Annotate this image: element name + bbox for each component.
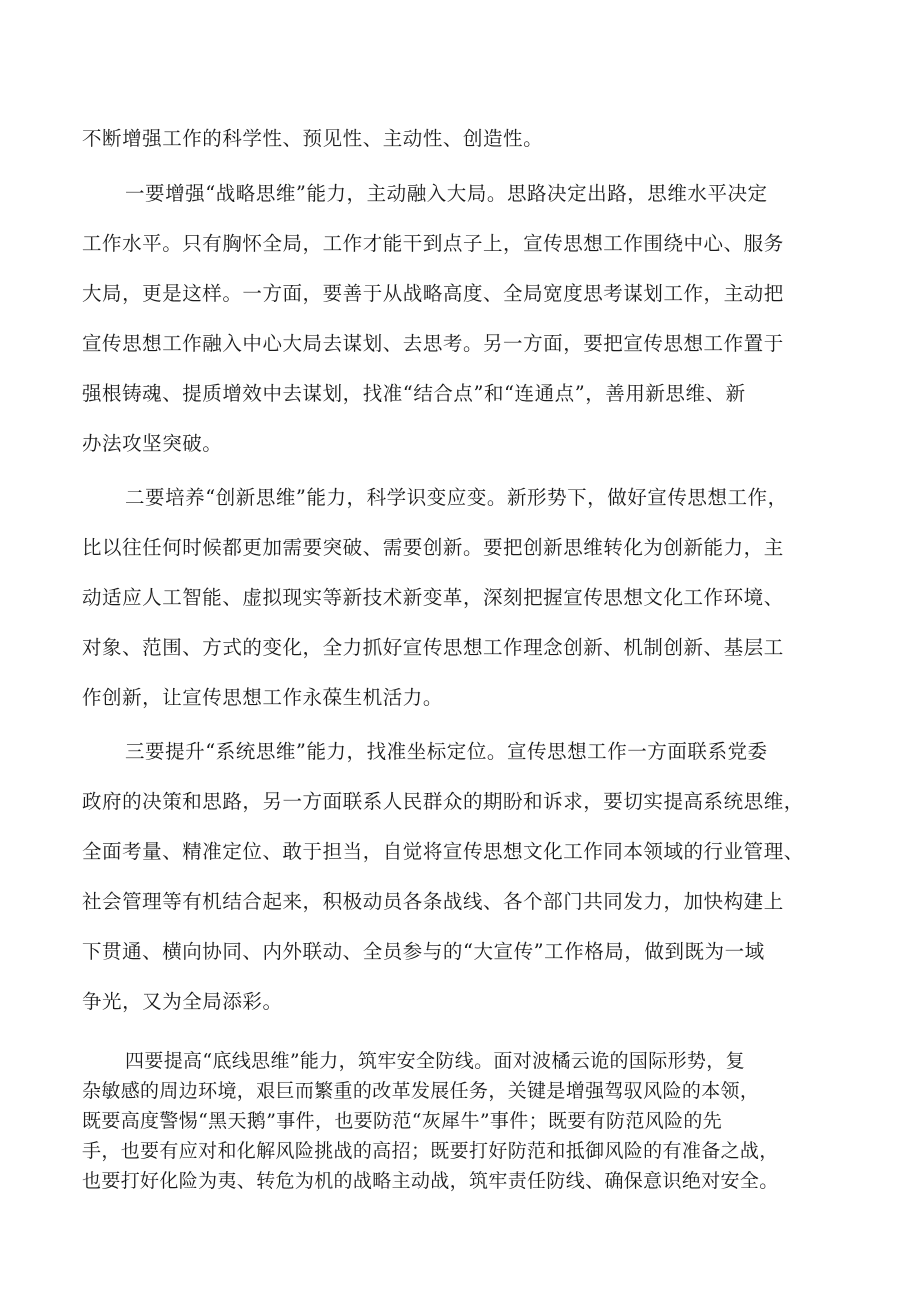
paragraph-line: 手，也要有应对和化解风险挑战的高招；既要打好防范和抵御风险的有准备之战，	[82, 1140, 779, 1162]
paragraph-line: 政府的决策和思路，另一方面联系人民群众的期盼和诉求，要切实提高系统思维，	[82, 790, 804, 813]
paragraph-line: 下贯通、横向协同、内外联动、全员参与的“大宣传”工作格局，做到既为一域	[82, 940, 765, 963]
paragraph-line: 社会管理等有机结合起来，积极动员各条战线、各个部门共同发力，加快构建上	[82, 890, 784, 913]
paragraph-line: 作创新，让宣传思想工作永葆生机活力。	[82, 686, 443, 709]
paragraph-line: 工作水平。只有胸怀全局，工作才能干到点子上，宣传思想工作围绕中心、服务	[82, 232, 784, 255]
paragraph-line: 既要高度警惕“黑天鹅”事件，也要防范“灰犀牛”事件；既要有防范风险的先	[82, 1110, 723, 1132]
paragraph-line: 全面考量、精准定位、敢于担当，自觉将宣传思想文化工作同本领域的行业管理、	[82, 840, 804, 863]
paragraph-line: 杂敏感的周边环境，艰巨而繁重的改革发展任务，关键是增强驾驭风险的本领，	[82, 1080, 760, 1102]
paragraph-line: 一要增强“战略思维”能力，主动融入大局。思路决定出路，思维水平决定	[125, 182, 768, 205]
paragraph-line: 大局，更是这样。一方面，要善于从战略高度、全局宽度思考谋划工作，主动把	[82, 282, 784, 305]
paragraph-line: 三要提升“系统思维”能力，找准坐标定位。宣传思想工作一方面联系党委	[125, 740, 768, 763]
paragraph-line: 办法攻坚突破。	[82, 432, 223, 455]
paragraph-line: 不断增强工作的科学性、预见性、主动性、创造性。	[82, 127, 544, 150]
paragraph-line: 强根铸魂、提质增效中去谋划，找准“结合点”和“连通点”，善用新思维、新	[82, 382, 746, 405]
paragraph-line: 二要培养“创新思维”能力，科学识变应变。新形势下，做好宣传思想工作，	[125, 486, 788, 509]
paragraph-line: 争光，又为全局添彩。	[82, 990, 283, 1013]
paragraph-line: 比以往任何时候都更加需要突破、需要创新。要把创新思维转化为创新能力，主	[82, 536, 784, 559]
paragraph-line: 动适应人工智能、虚拟现实等新技术新变革，深刻把握宣传思想文化工作环境、	[82, 586, 784, 609]
paragraph-line: 对象、范围、方式的变化，全力抓好宣传思想工作理念创新、机制创新、基层工	[82, 636, 784, 659]
paragraph-line: 四要提高“底线思维”能力，筑牢安全防线。面对波橘云诡的国际形势，复	[125, 1050, 745, 1072]
paragraph-line: 宣传思想工作融入中心大局去谋划、去思考。另一方面，要把宣传思想工作置于	[82, 332, 784, 355]
paragraph-line: 也要打好化险为夷、转危为机的战略主动战，筑牢责任防线、确保意识绝对安全。	[82, 1170, 779, 1192]
